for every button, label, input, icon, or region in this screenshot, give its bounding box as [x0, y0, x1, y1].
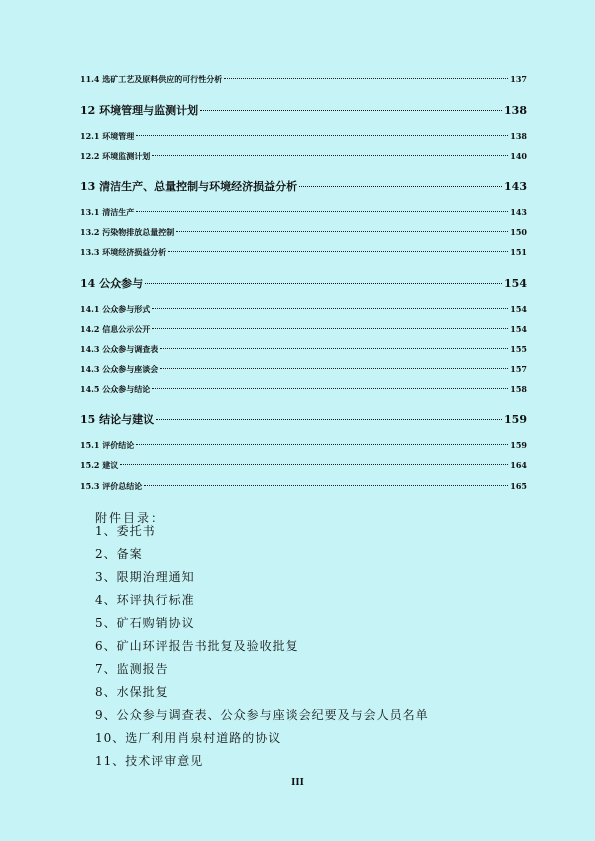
appendix-item: 6、矿山环评报告书批复及验收批复 — [95, 639, 299, 653]
appendix-heading: 附件目录： — [95, 511, 166, 525]
toc-chapter-15[interactable] — [80, 411, 527, 427]
toc-entry-title: 15.2 建议 — [80, 460, 119, 470]
toc-entry-title: 14.2 信息公示公开 — [80, 324, 151, 334]
appendix-item: 2、备案 — [95, 547, 143, 561]
toc-entry-title: 13.2 污染物排放总量控制 — [80, 227, 175, 237]
toc-entry-13-1[interactable] — [80, 207, 527, 218]
toc-chapter-page: 159 — [504, 413, 527, 426]
appendix-item: 3、限期治理通知 — [95, 570, 195, 584]
toc-entry-11-4[interactable] — [80, 74, 527, 85]
toc-leader — [136, 444, 508, 445]
toc-entry-14-3-survey[interactable] — [80, 344, 527, 355]
toc-leader — [152, 388, 508, 389]
toc-entry-page: 158 — [510, 384, 527, 394]
toc-entry-page: 157 — [510, 364, 527, 374]
toc-entry-12-1[interactable] — [80, 131, 527, 142]
toc-entry-title: 15.3 评价总结论 — [80, 481, 143, 491]
toc-entry-title: 12.1 环境管理 — [80, 131, 135, 141]
appendix-item: 7、监测报告 — [95, 662, 169, 676]
toc-chapter-14[interactable] — [80, 275, 527, 291]
toc-entry-14-1[interactable] — [80, 304, 527, 315]
appendix-item: 8、水保批复 — [95, 685, 169, 699]
toc-chapter-title: 14 公众参与 — [80, 277, 144, 290]
toc-entry-page: 143 — [510, 207, 527, 217]
toc-entry-page: 140 — [510, 151, 527, 161]
toc-chapter-title: 13 清洁生产、总量控制与环境经济损益分析 — [80, 180, 298, 193]
toc-entry-15-2[interactable] — [80, 460, 527, 471]
toc-entry-13-3[interactable] — [80, 247, 527, 258]
toc-entry-title: 14.3 公众参与调查表 — [80, 344, 159, 354]
toc-entry-13-2[interactable] — [80, 227, 527, 238]
toc-entry-15-1[interactable] — [80, 440, 527, 451]
toc-entry-14-5[interactable] — [80, 384, 527, 395]
toc-entry-title: 13.1 清洁生产 — [80, 207, 135, 217]
toc-leader — [145, 283, 502, 284]
toc-entry-title: 14.5 公众参与结论 — [80, 384, 151, 394]
toc-leader — [160, 368, 508, 369]
toc-entry-title: 12.2 环境监测计划 — [80, 151, 151, 161]
toc-entry-page: 138 — [510, 131, 527, 141]
toc-leader — [200, 110, 502, 111]
toc-leader — [224, 78, 508, 79]
toc-entry-page: 151 — [510, 247, 527, 257]
toc-entry-title: 15.1 评价结论 — [80, 440, 135, 450]
appendix-item: 1、委托书 — [95, 524, 156, 538]
toc-entry-page: 137 — [510, 74, 527, 84]
appendix-item: 5、矿石购销协议 — [95, 616, 195, 630]
toc-leader — [299, 186, 502, 187]
toc-chapter-12[interactable] — [80, 102, 527, 118]
toc-chapter-page: 143 — [504, 180, 527, 193]
toc-leader — [176, 231, 508, 232]
toc-entry-page: 154 — [510, 304, 527, 314]
toc-leader — [120, 464, 508, 465]
toc-chapter-page: 154 — [504, 277, 527, 290]
toc-entry-15-3[interactable] — [80, 481, 527, 492]
toc-leader — [152, 308, 508, 309]
toc-entry-page: 155 — [510, 344, 527, 354]
appendix-item: 4、环评执行标准 — [95, 593, 195, 607]
toc-leader — [152, 328, 508, 329]
toc-entry-page: 164 — [510, 460, 527, 470]
toc-entry-12-2[interactable] — [80, 151, 527, 162]
appendix-item: 9、公众参与调查表、公众参与座谈会纪要及与会人员名单 — [95, 708, 429, 722]
toc-entry-title: 13.3 环境经济损益分析 — [80, 247, 167, 257]
toc-leader — [136, 135, 508, 136]
toc-entry-page: 165 — [510, 481, 527, 491]
toc-entry-14-3-forum[interactable] — [80, 364, 527, 375]
toc-leader — [160, 348, 508, 349]
toc-entry-title: 11.4 选矿工艺及原料供应的可行性分析 — [80, 74, 223, 84]
toc-entry-14-2[interactable] — [80, 324, 527, 335]
toc-chapter-13[interactable] — [80, 178, 527, 194]
toc-entry-page: 150 — [510, 227, 527, 237]
toc-leader — [168, 251, 508, 252]
toc-chapter-title: 15 结论与建议 — [80, 413, 155, 426]
toc-entry-page: 154 — [510, 324, 527, 334]
toc-entry-page: 159 — [510, 440, 527, 450]
toc-leader — [136, 211, 508, 212]
toc-chapter-title: 12 环境管理与监测计划 — [80, 104, 199, 117]
page-number: III — [291, 778, 304, 788]
toc-leader — [152, 155, 508, 156]
toc-entry-title: 14.3 公众参与座谈会 — [80, 364, 159, 374]
toc-leader — [156, 419, 502, 420]
toc-chapter-page: 138 — [504, 104, 527, 117]
toc-leader — [144, 485, 508, 486]
toc-entry-title: 14.1 公众参与形式 — [80, 304, 151, 314]
appendix-item: 10、选厂利用肖泉村道路的协议 — [95, 731, 282, 745]
appendix-item: 11、技术评审意见 — [95, 754, 204, 768]
